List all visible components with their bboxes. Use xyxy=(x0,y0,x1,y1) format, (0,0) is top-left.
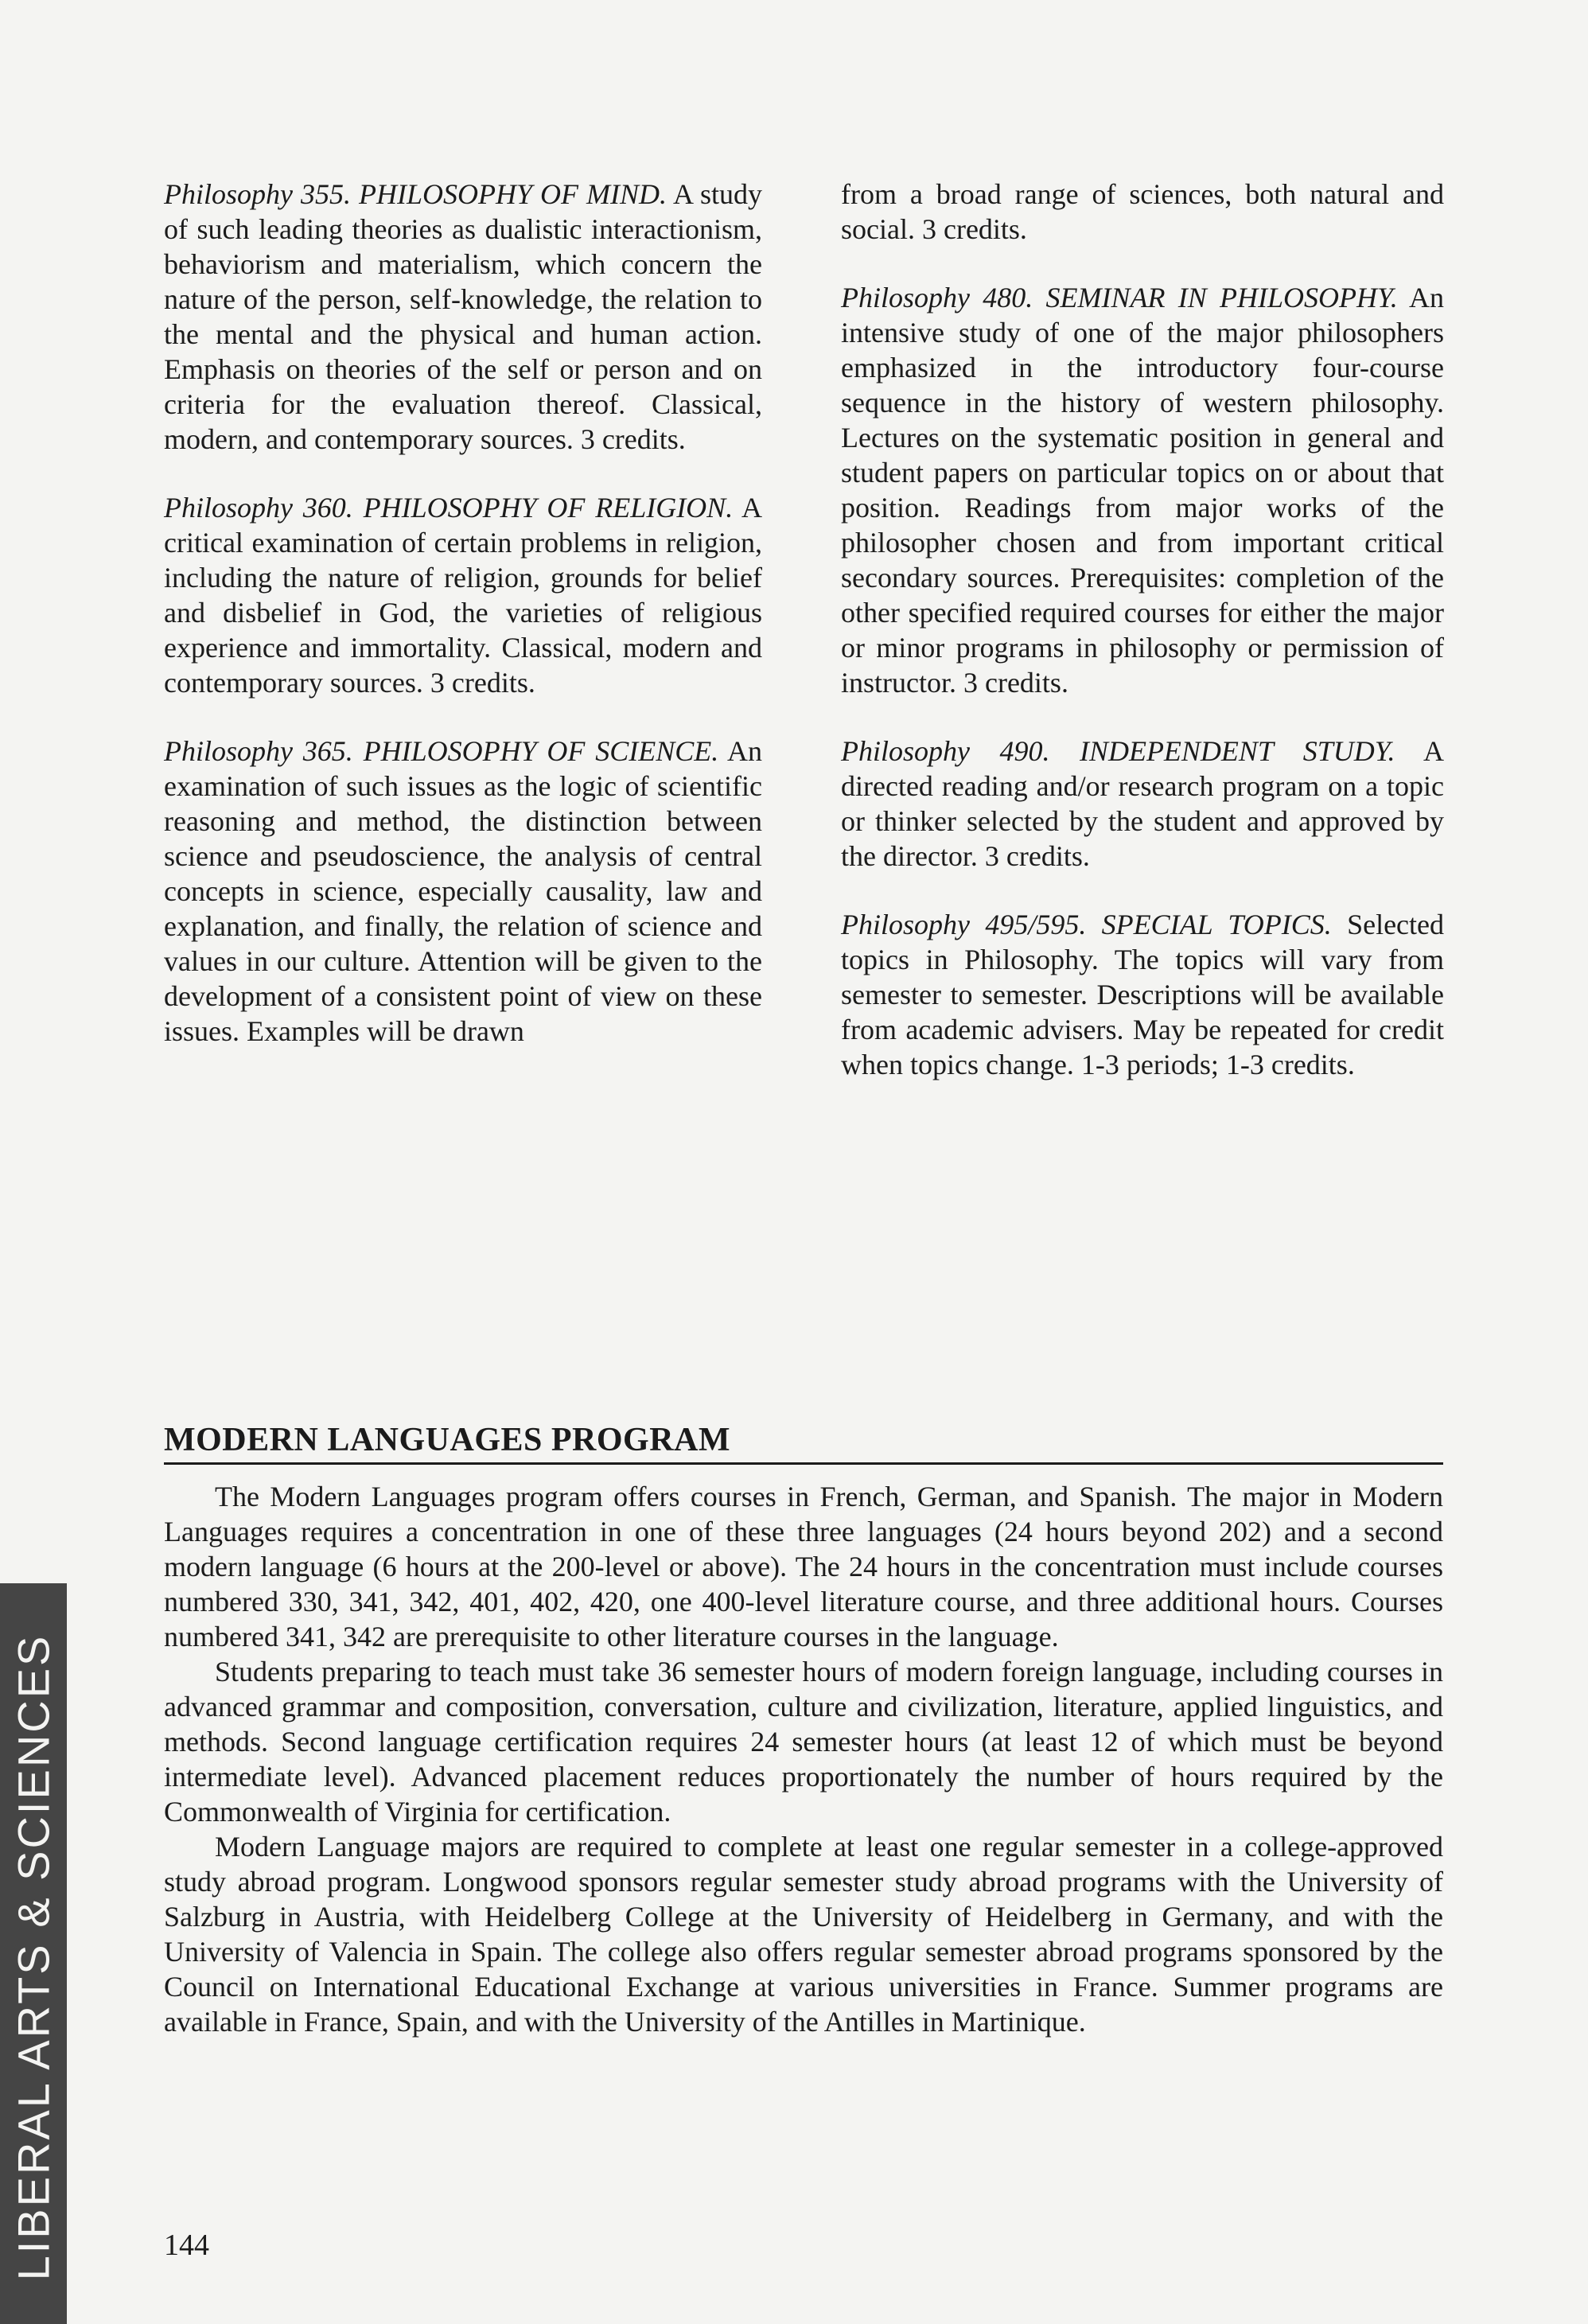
course-entry-phil-495-595 xyxy=(841,907,1444,1082)
course-entry-phil-480 xyxy=(841,280,1444,700)
course-entry-phil-365 xyxy=(164,734,762,1049)
course-number: Philosophy 480. xyxy=(841,282,1033,313)
course-entry-phil-355 xyxy=(164,177,762,457)
course-description: An examination of such issues as the logic of scientific reasoning and method, the distinction between science and pseudoscience, the analysis of central concepts in science, especially causality, law and explanation, and finally, the relation of science and values in our culture. Attention will be given to the development of a consistent point of view on these issues. Examples will be drawn xyxy=(164,735,763,1047)
side-tab-label: LIBERAL ARTS & SCIENCES xyxy=(8,1633,59,2281)
course-title: SEMINAR IN PHILOSOPHY. xyxy=(1045,282,1398,313)
course-description: An intensive study of one of the major philosophers emphasized in the introductory four-course sequence in the history of western philosophy. Lectures on the systematic position in general and student papers on particular topics on or about that position. Readings from major works of the philosopher chosen and from important critical secondary sources. Prerequisites: completion of the other specified required courses for either the major or minor programs in philosophy or permission of instructor. 3 credits. xyxy=(841,282,1444,699)
course-description: A study of such leading theories as dualistic interactionism, behaviorism and materialism, which concern the nature of the person, self-knowledge, the relation to the mental and the physical and human action. Emphasis on theories of the self or person and on criteria for the evaluation thereof. Classical, modern, and contemporary sources. 3 credits. xyxy=(164,178,763,455)
section-paragraph: The Modern Languages program offers courses in French, German, and Spanish. The major in Modern Languages requires a concentration in one of these three languages (24 hours beyond 202) and a second modern language (6 hours at the 200-level or above). The 24 hours in the concentration must include courses numbered 330, 341, 342, 401, 402, 420, one 400-level literature course, and three additional hours. Courses numbered 341, 342 are prerequisite to other literature courses in the language. xyxy=(164,1481,1443,1652)
modern-languages-section xyxy=(164,1421,1443,2039)
course-description: Selected topics in Philosophy. The topics will vary from semester to semester. Descriptions will be available from academic advisers. May be repeated for credit when topics change. 1-3 periods; 1-3 credits. xyxy=(841,909,1445,1080)
continued-text: from a broad range of sciences, both natural and social. 3 credits. xyxy=(841,178,1444,245)
course-number: Philosophy 360. xyxy=(164,492,353,524)
course-title: INDEPENDENT STUDY. xyxy=(1079,735,1395,767)
course-number: Philosophy 355. xyxy=(164,178,351,210)
course-number: Philosophy 490. xyxy=(841,735,1050,767)
course-description: A critical examination of certain problems in religion, including the nature of religion, grounds for belief and disbelief in God, the varieties of religious experience and immortality. Classical, modern and contemporary sources. 3 credits. xyxy=(164,492,763,699)
course-title: PHILOSOPHY OF SCIENCE. xyxy=(363,735,719,767)
right-column xyxy=(841,177,1444,1115)
course-title: PHILOSOPHY OF RELIGION. xyxy=(363,492,734,524)
course-title: PHILOSOPHY OF MIND. xyxy=(358,178,667,210)
section-paragraph: Modern Language majors are required to complete at least one regular semester in a college-approved study abroad program. Longwood sponsors regular semester study abroad programs with the University of Salzburg in Austria, with Heidelberg College at the University of Heidelberg in Germany, and with the University of Valencia in Spain. The college also offers regular semester abroad programs sponsored by the Council on International Educational Exchange at various universities in France. Summer programs are available in France, Spain, and with the University of the Antilles in Martinique. xyxy=(164,1831,1443,2038)
course-number: Philosophy 365. xyxy=(164,735,353,767)
section-heading: MODERN LANGUAGES PROGRAM xyxy=(164,1421,1443,1465)
course-title: SPECIAL TOPICS. xyxy=(1101,909,1332,940)
course-entry-phil-490 xyxy=(841,734,1444,874)
course-entry-phil-360 xyxy=(164,490,762,700)
section-paragraph: Students preparing to teach must take 36 semester hours of modern foreign language, including courses in advanced grammar and composition, conversation, culture and civilization, literature, applied linguistics, and methods. Second language certification requires 24 semester hours (at least 12 of which must be beyond intermediate level). Advanced placement reduces proportionately the number of hours required by the Commonwealth of Virginia for certification. xyxy=(164,1656,1443,1828)
page-number: 144 xyxy=(164,2229,209,2262)
left-column xyxy=(164,177,762,1082)
course-description: A directed reading and/or research program on a topic or thinker selected by the student and approved by the director. 3 credits. xyxy=(841,735,1445,872)
side-tab xyxy=(0,1583,67,2324)
course-number: Philosophy 495/595. xyxy=(841,909,1087,940)
